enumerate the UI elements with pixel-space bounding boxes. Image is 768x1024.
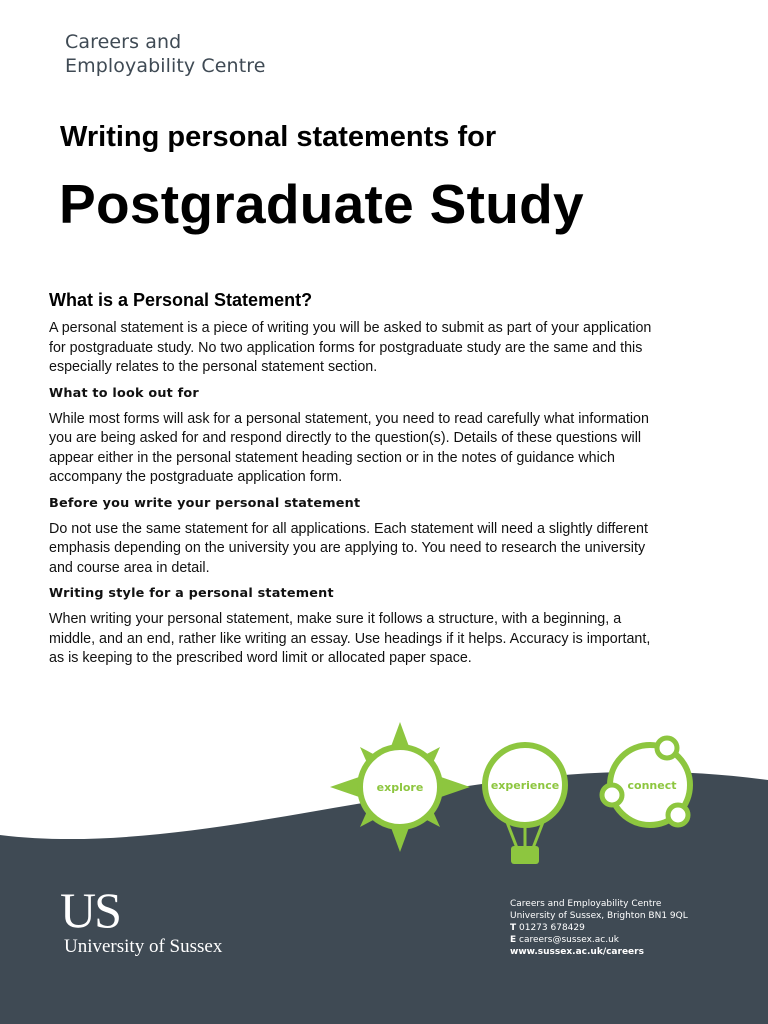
text-line: A personal statement is a piece of writing you will be asked to submit as part of your application: [49, 320, 652, 336]
text-line: for postgraduate study. No two application forms for postgraduate study are the same and this: [49, 339, 643, 356]
website-link[interactable]: [510, 946, 688, 958]
text-line: middle, and an end, rather like writing an essay. Use headings if it helps. Accuracy is important,: [49, 630, 651, 647]
text-line: appear either in the personal statement heading section or in the notes of guidance which: [49, 449, 615, 466]
brand-line-2: Employability Centre: [65, 55, 266, 77]
text-line: and course area in detail.: [49, 559, 210, 576]
text-line: you are being asked for and respond directly to the question(s). Details of these questions will: [49, 430, 642, 446]
email-label: E: [510, 935, 517, 945]
look-out-heading: What to look out for: [49, 385, 199, 401]
text-line: emphasis depending on the university you are applying to. You need to research the university: [49, 540, 646, 556]
page-kicker: Writing personal statements for: [60, 121, 497, 153]
writing-style-heading: Writing style for a personal statement: [49, 586, 334, 601]
main-content: [49, 290, 729, 677]
contact-email-line: [510, 934, 688, 946]
text-line: accompany the postgraduate application form.: [49, 469, 343, 485]
intro-heading: What is a Personal Statement?: [49, 290, 313, 310]
text-line: When writing your personal statement, make sure it follows a structure, with a beginning, a: [49, 611, 622, 627]
text-line: Do not use the same statement for all applications. Each statement will need a slightly different: [49, 520, 648, 537]
connect-label: connect: [627, 779, 677, 792]
university-logo-mark: US: [60, 882, 120, 938]
look-out-paragraph: [49, 410, 729, 488]
writing-style-paragraph: [49, 610, 729, 669]
brand-wordmark: [65, 30, 266, 78]
university-name: University of Sussex: [64, 936, 223, 957]
text-line: While most forms will ask for a personal statement, you need to read carefully what information: [49, 410, 649, 427]
before-writing-paragraph: [49, 520, 729, 579]
contact-centre: Careers and Employability Centre: [510, 899, 662, 909]
contact-address: University of Sussex, Brighton BN1 9QL: [510, 911, 688, 921]
phone-number: 01273 678429: [516, 923, 585, 933]
explore-label: explore: [376, 781, 424, 794]
text-line: especially relates to the personal statement section.: [49, 359, 378, 375]
text-line: as is keeping to the prescribed word limit or allocated paper space.: [49, 650, 472, 666]
phone-label: T: [510, 923, 517, 933]
page-title: Postgraduate Study: [59, 173, 584, 235]
contact-block: [510, 898, 688, 958]
experience-label: experience: [490, 779, 560, 792]
website-text[interactable]: www.sussex.ac.uk/careers: [510, 947, 644, 957]
contact-phone-line: [510, 922, 688, 934]
footer-graphic: [0, 700, 768, 1024]
before-writing-heading: Before you write your personal statement: [49, 495, 361, 511]
email-address[interactable]: careers@sussex.ac.uk: [516, 935, 620, 945]
brand-line-1: Careers and: [65, 31, 182, 53]
intro-paragraph: [49, 319, 729, 378]
